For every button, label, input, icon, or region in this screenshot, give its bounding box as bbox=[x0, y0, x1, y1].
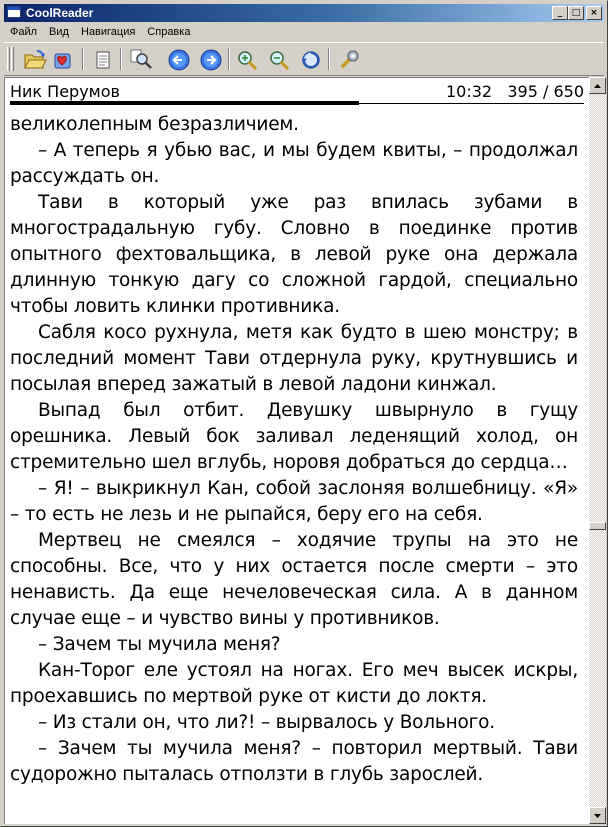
arrow-down-icon bbox=[594, 814, 601, 818]
arrow-up-icon bbox=[594, 84, 601, 88]
toc-button[interactable] bbox=[90, 47, 116, 73]
page-status bbox=[446, 82, 584, 101]
zoom-out-button[interactable] bbox=[266, 47, 292, 73]
close-button[interactable]: × bbox=[586, 6, 602, 20]
scroll-down-button[interactable] bbox=[589, 807, 606, 824]
search-button[interactable] bbox=[128, 47, 154, 73]
forward-button[interactable] bbox=[198, 47, 224, 73]
book-author: Ник Перумов bbox=[10, 82, 120, 101]
recent-books-icon bbox=[51, 49, 75, 71]
back-icon bbox=[167, 48, 191, 72]
toolbar bbox=[4, 42, 604, 76]
menu-bar bbox=[4, 23, 604, 41]
paragraph: – Зачем ты мучила меня? bbox=[38, 634, 281, 655]
toolbar-separator-2 bbox=[120, 48, 122, 70]
paragraph: великолепным безразличием. bbox=[10, 114, 299, 135]
paragraph: – Я! – выкрикнул Кан, собой заслоняя волшебницу. «Я» – то есть не лезь и не рыпайся, беру его на себя. bbox=[10, 478, 578, 525]
minimize-button[interactable]: _ bbox=[552, 6, 568, 20]
search-icon bbox=[129, 48, 153, 72]
paragraph: Кан-Торог еле устоял на ногах. Его меч высек искры, проехавшись по мертвой руке от кисти до локтя. bbox=[10, 660, 578, 707]
title-bar[interactable] bbox=[4, 4, 604, 22]
back-button[interactable] bbox=[166, 47, 192, 73]
book-text bbox=[10, 112, 578, 788]
page-header bbox=[10, 81, 584, 103]
toc-icon bbox=[92, 49, 114, 71]
settings-icon bbox=[337, 48, 361, 72]
vertical-scrollbar[interactable] bbox=[589, 77, 606, 824]
menu-help[interactable]: Справка bbox=[147, 26, 191, 38]
maximize-button[interactable]: □ bbox=[568, 6, 584, 20]
paragraph: Сабля косо рухнула, метя как будто в шею монстру; в последний момент Тави отдернула руку, крутнувшись и посылая вперед зажатый в левой ладони кинжал. bbox=[10, 322, 578, 395]
page-position: 395 / 650 bbox=[507, 82, 584, 101]
paragraph: – А теперь я убью вас, и мы будем квиты, – продолжал рассуждать он. bbox=[10, 140, 578, 187]
paragraph: Тави в который уже раз впилась зубами в многострадальную губу. Словно в поединке против опытного фехтовальщика, в левой руке она держала длинную тонкую дагу со сложной гардой, специально чтобы ловить клинки противника. bbox=[10, 192, 578, 317]
toolbar-separator bbox=[82, 48, 84, 70]
paragraph: Выпад был отбит. Девушку швырнуло в гущу орешника. Левый бок заливал леденящий холод, он стремительно шел вглубь, норовя добраться до сердца… bbox=[10, 400, 578, 473]
forward-icon bbox=[199, 48, 223, 72]
open-folder-icon bbox=[23, 49, 47, 71]
scroll-up-button[interactable] bbox=[589, 77, 606, 94]
window-title: CoolReader bbox=[26, 6, 94, 20]
toolbar-grip-2[interactable] bbox=[11, 47, 14, 71]
paragraph: Мертвец не смеялся – ходячие трупы на это не способны. Все, что у них остается после смерти – это ненависть. Да еще нечеловеческая сила. А в данном случае еще – и чувство вины у противников. bbox=[10, 530, 578, 629]
zoom-in-button[interactable] bbox=[234, 47, 260, 73]
toggle-view-button[interactable] bbox=[298, 47, 324, 73]
toolbar-separator-4 bbox=[328, 48, 330, 70]
open-button[interactable] bbox=[22, 47, 48, 73]
toolbar-separator-3 bbox=[228, 48, 230, 70]
zoom-out-icon bbox=[267, 48, 291, 72]
zoom-in-icon bbox=[235, 48, 259, 72]
menu-file[interactable]: Файл bbox=[10, 26, 38, 38]
toggle-view-icon bbox=[299, 48, 323, 72]
window-controls bbox=[552, 6, 602, 20]
recent-books-button[interactable] bbox=[50, 47, 76, 73]
settings-button[interactable] bbox=[336, 47, 362, 73]
progress-fill bbox=[10, 101, 359, 105]
menu-navigation[interactable]: Навигация bbox=[80, 26, 136, 38]
app-icon bbox=[7, 6, 21, 18]
clock: 10:32 bbox=[445, 82, 493, 101]
toolbar-grip[interactable] bbox=[7, 47, 10, 71]
scroll-thumb[interactable] bbox=[589, 522, 606, 530]
paragraph: – Зачем ты мучила меня? – повторил мертвый. Тави судорожно пыталась отползти в глубь зарослей. bbox=[10, 738, 578, 785]
menu-view[interactable]: Вид bbox=[49, 26, 69, 38]
book-page[interactable] bbox=[4, 77, 589, 824]
paragraph: – Из стали он, что ли?! – вырвалось у Вольного. bbox=[38, 712, 495, 733]
book-progress-bar[interactable] bbox=[10, 101, 584, 105]
